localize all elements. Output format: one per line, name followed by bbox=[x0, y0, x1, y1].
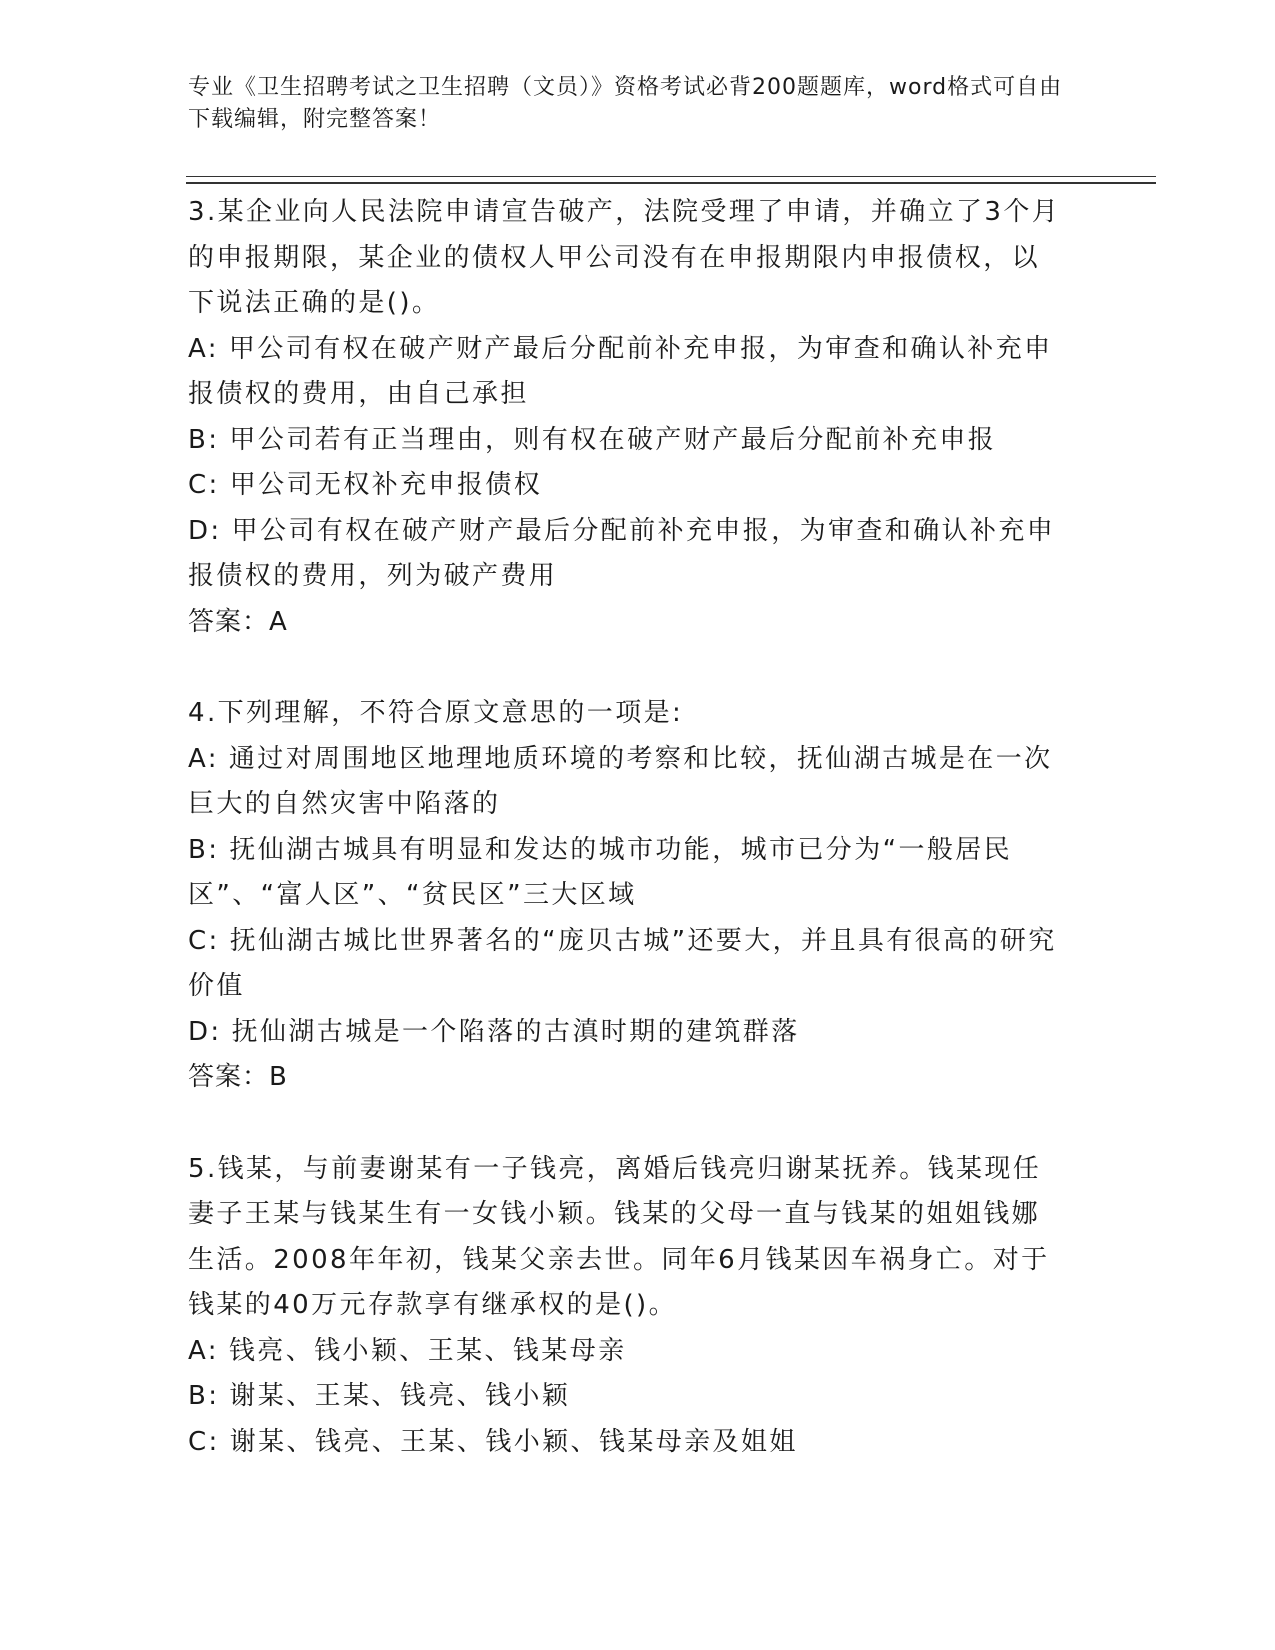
option-text: 通过对周围地区地理地质环境的考察和比较，抚仙湖古城是在一次巨大的自然灾害中陷落的 bbox=[188, 743, 1053, 819]
option-text: 谢某、王某、钱亮、钱小颖 bbox=[229, 1381, 571, 1411]
option-key: B: bbox=[188, 834, 220, 865]
question-4 bbox=[188, 691, 1068, 1101]
option-b bbox=[188, 828, 1068, 919]
answer-line: 答案：B bbox=[188, 1062, 288, 1092]
option-key: B: bbox=[188, 424, 220, 455]
option-a bbox=[188, 327, 1068, 418]
option-c bbox=[188, 1420, 1068, 1466]
option-key: A: bbox=[188, 743, 219, 774]
option-key: A: bbox=[188, 333, 219, 364]
option-text: 甲公司若有正当理由，则有权在破产财产最后分配前补充申报 bbox=[229, 424, 997, 455]
page-header: 专业《卫生招聘考试之卫生招聘（文员）》资格考试必背200题题库，word格式可自由下载编辑，附完整答案！ bbox=[188, 75, 1063, 132]
question-list bbox=[188, 190, 1068, 1511]
question-stem: 3.某企业向人民法院申请宣告破产，法院受理了申请，并确立了3个月的申报期限，某企业的债权人甲公司没有在申报期限内申报债权，以下说法正确的是()。 bbox=[188, 197, 1061, 318]
question-stem: 5.钱某，与前妻谢某有一子钱亮，离婚后钱亮归谢某抚养。钱某现任妻子王某与钱某生有一女钱小颖。钱某的父母一直与钱某的姐姐钱娜生活。2008年年初，钱某父亲去世。同年6月钱某因车祸身亡。对于钱某的40万元存款享有继承权的是()。 bbox=[188, 1153, 1050, 1320]
option-key: B: bbox=[188, 1381, 220, 1411]
option-key: A: bbox=[188, 1335, 219, 1366]
option-key: C: bbox=[188, 925, 220, 956]
option-key: C: bbox=[188, 470, 220, 500]
option-b bbox=[188, 418, 1068, 464]
option-text: 钱亮、钱小颖、王某、钱某母亲 bbox=[228, 1335, 627, 1366]
option-text: 甲公司无权补充申报债权 bbox=[229, 470, 543, 500]
option-c bbox=[188, 919, 1068, 1010]
question-5 bbox=[188, 1147, 1068, 1466]
option-a bbox=[188, 737, 1068, 828]
option-key: D: bbox=[188, 1016, 222, 1047]
option-text: 抚仙湖古城是一个陷落的古滇时期的建筑群落 bbox=[231, 1016, 800, 1047]
option-a bbox=[188, 1329, 1068, 1375]
option-text: 抚仙湖古城比世界著名的“庞贝古城”还要大，并且具有很高的研究价值 bbox=[188, 925, 1057, 1001]
option-b bbox=[188, 1374, 1068, 1420]
option-text: 甲公司有权在破产财产最后分配前补充申报，为审查和确认补充申报债权的费用，列为破产费用 bbox=[188, 515, 1056, 591]
option-key: C: bbox=[188, 1426, 220, 1457]
option-c bbox=[188, 463, 1068, 509]
header-divider bbox=[186, 176, 1156, 184]
question-3 bbox=[188, 190, 1068, 645]
option-text: 谢某、钱亮、王某、钱小颖、钱某母亲及姐姐 bbox=[229, 1426, 798, 1457]
option-key: D: bbox=[188, 515, 222, 546]
question-stem: 4.下列理解，不符合原文意思的一项是: bbox=[188, 698, 684, 728]
option-d bbox=[188, 509, 1068, 600]
option-d bbox=[188, 1010, 1068, 1056]
option-text: 甲公司有权在破产财产最后分配前补充申报，为审查和确认补充申报债权的费用，由自己承担 bbox=[188, 333, 1053, 409]
option-text: 抚仙湖古城具有明显和发达的城市功能，城市已分为“一般居民区”、“富人区”、“贫民区”三大区域 bbox=[188, 834, 1013, 910]
answer-line: 答案：A bbox=[188, 606, 288, 637]
